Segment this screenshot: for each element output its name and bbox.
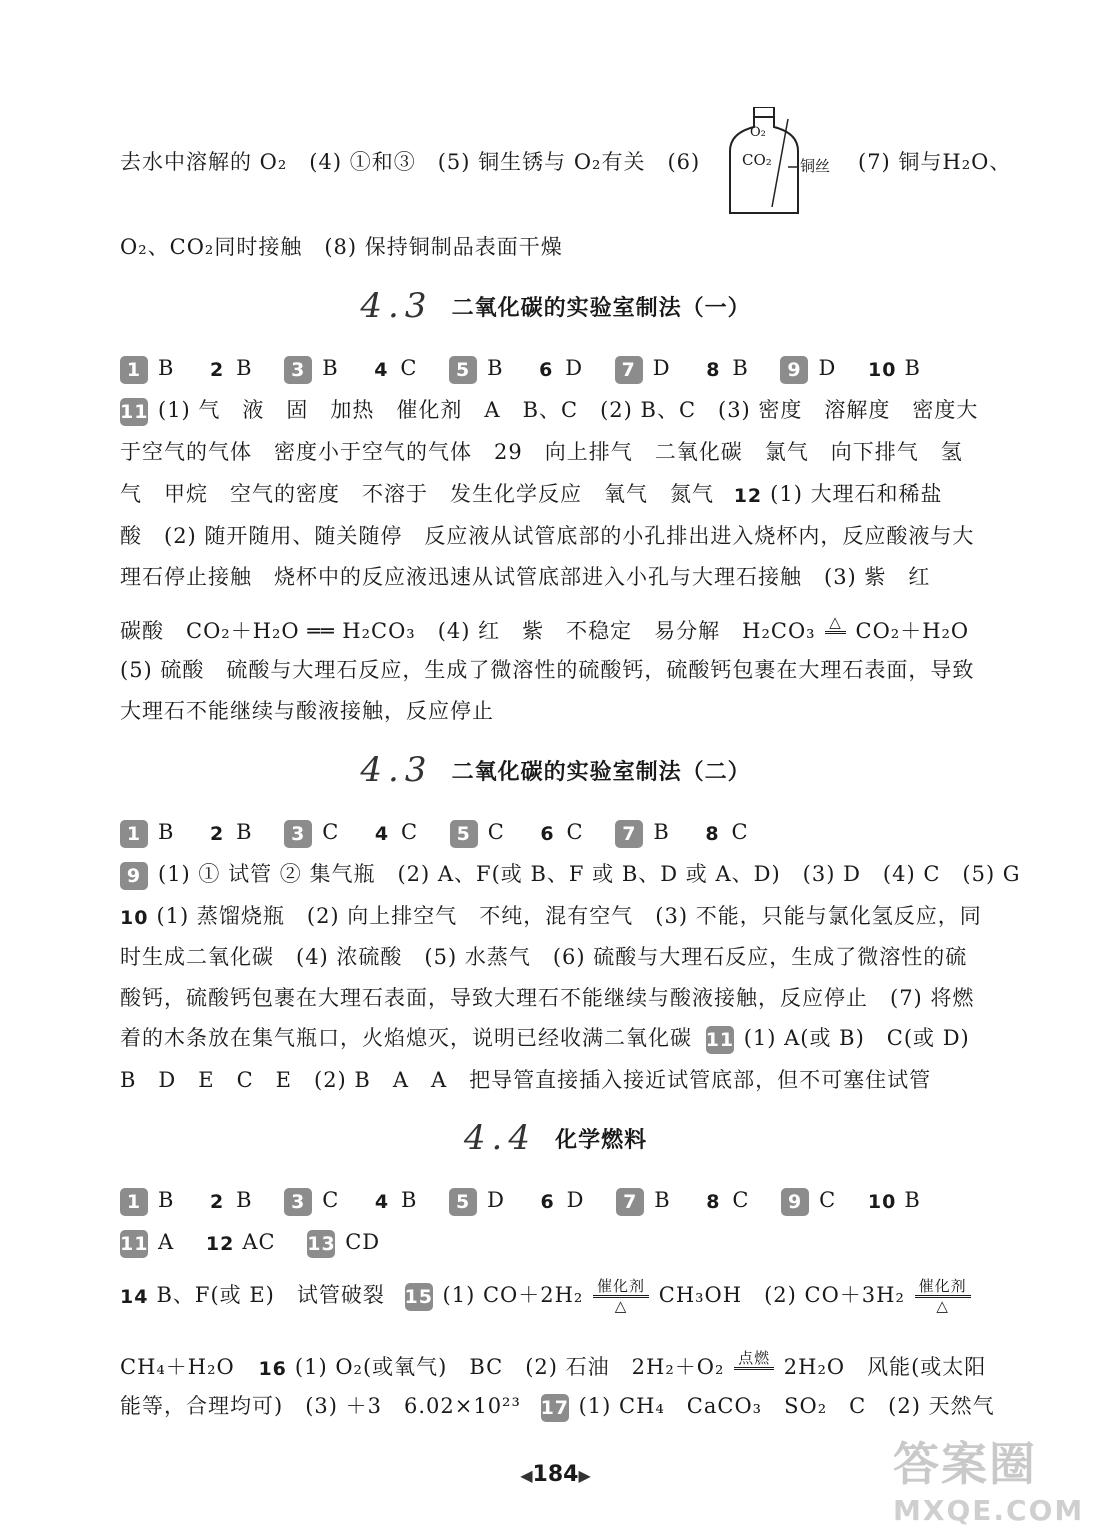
question-number: 1 [120, 356, 148, 384]
s2-text-6b: (1) A(或 B) C(或 D) [743, 1026, 970, 1050]
s2-line-5 [120, 984, 1010, 1012]
answer-item [120, 1186, 174, 1216]
answer-value: C [322, 820, 340, 844]
answer-value: D [565, 356, 584, 380]
answer-value: A [158, 1230, 175, 1254]
heat-symbol: △ [614, 1297, 628, 1315]
reaction-condition [734, 1350, 774, 1387]
question-number: 1 [120, 1188, 148, 1216]
answer-value: B [904, 356, 921, 380]
intro-text-2: O₂、CO₂同时接触 (8) 保持铜制品表面干燥 [120, 235, 563, 259]
section-number: 4.3 [360, 286, 433, 326]
answer-value: B [236, 1188, 253, 1212]
answer-item [284, 354, 338, 384]
answer-value: C [819, 1188, 837, 1212]
answer-value: AC [242, 1230, 276, 1254]
answer-item [701, 818, 748, 848]
answer-item [702, 354, 748, 384]
bottle-label-o2: O₂ [750, 125, 766, 140]
question-number: 13 [307, 1230, 335, 1258]
s3-text-4c: 2H₂O 风能(或太阳 [783, 1355, 987, 1379]
question-number: 16 [258, 1357, 287, 1380]
answer-item [449, 354, 503, 384]
answer-item [120, 354, 174, 384]
section-number: 4.4 [463, 1118, 536, 1158]
s1-line-3 [120, 438, 1010, 466]
answer-item [868, 354, 921, 384]
answer-item [370, 354, 417, 384]
answer-value: B [322, 356, 339, 380]
s2-line-3 [120, 902, 1010, 932]
answer-item [284, 1186, 339, 1216]
intro-line-1-end [858, 148, 1018, 176]
s3-text-3b: (1) CO＋2H₂ [442, 1283, 584, 1307]
answer-value: C [731, 820, 749, 844]
s2-answer-row-1 [120, 818, 1010, 848]
s1-line-4 [120, 480, 1010, 510]
answer-value: B [904, 1188, 921, 1212]
answer-value: B [158, 820, 175, 844]
answer-item [206, 818, 252, 848]
answer-item [371, 818, 418, 848]
question-number: 7 [616, 1188, 644, 1216]
s1-line-9 [120, 697, 1010, 725]
question-number: 17 [541, 1394, 569, 1422]
question-number: 9 [781, 1188, 809, 1216]
question-number: 12 [733, 484, 763, 507]
answer-item [307, 1228, 380, 1258]
question-number: 5 [449, 356, 477, 384]
answer-item [120, 1228, 174, 1258]
answer-item [781, 1186, 836, 1216]
question-number: 7 [615, 820, 643, 848]
watermark-top: 答案圈 [893, 1437, 1037, 1491]
answer-value: C [732, 1188, 750, 1212]
answer-item [537, 1186, 585, 1216]
reaction-condition [593, 1278, 649, 1315]
question-number: 4 [374, 1190, 390, 1213]
answer-value: B [236, 356, 253, 380]
s3-line-4 [120, 1350, 1010, 1387]
s2-text-3: (1) 蒸馏烧瓶 (2) 向上排空气 不纯，混有空气 (3) 不能，只能与氯化氢反应，同 [156, 904, 982, 928]
question-number: 6 [539, 358, 554, 381]
answer-item [615, 818, 669, 848]
answer-value: B [401, 1188, 418, 1212]
bottle-diagram [724, 107, 844, 219]
answer-item [535, 354, 583, 384]
section-title: 二氧化碳的实验室制法（一） [451, 295, 751, 321]
question-number: 8 [706, 1190, 721, 1213]
s3-line-3 [120, 1278, 1010, 1315]
question-number: 11 [120, 398, 148, 426]
s2-text-4: 时生成二氧化碳 (4) 浓硫酸 (5) 水蒸气 (6) 硫酸与大理石反应，生成了微溶性的硫 [120, 945, 968, 969]
question-number: 2 [210, 358, 225, 381]
s3-answer-row-1 [120, 1186, 1010, 1216]
question-number: 2 [210, 822, 225, 845]
s1-text-3: 于空气的气体 密度小于空气的气体 29 向上排气 二氧化碳 氯气 向下排气 氢 [120, 440, 963, 464]
question-number: 9 [120, 862, 148, 890]
s1-text-4b: (1) 大理石和稀盐 [770, 482, 943, 506]
ignition-label: 点燃 [734, 1350, 774, 1370]
s2-line-6 [120, 1024, 1010, 1054]
answer-value: CD [345, 1230, 381, 1254]
question-number: 8 [705, 822, 720, 845]
answer-item [780, 354, 836, 384]
s3-text-5b: (1) CH₄ CaCO₃ SO₂ C (2) 天然气 [578, 1394, 995, 1418]
left-arrow-icon: ◀ [520, 1466, 533, 1485]
answer-item [868, 1186, 921, 1216]
heat-symbol: △ [825, 614, 846, 634]
s1-line-2 [120, 396, 1010, 426]
right-arrow-icon: ▶ [578, 1466, 591, 1485]
s1-text-8: (5) 硫酸 硫酸与大理石反应，生成了微溶性的硫酸钙，硫酸钙包裹在大理石表面，导致 [120, 658, 975, 682]
section-heading-4-3-1 [0, 286, 1111, 330]
question-number: 6 [540, 1190, 555, 1213]
s1-line-8 [120, 656, 1010, 684]
s3-answer-row-2 [120, 1228, 1010, 1258]
answer-value: D [487, 1188, 505, 1212]
question-number: 9 [780, 356, 808, 384]
section-title: 化学燃料 [555, 1127, 648, 1153]
answer-item [206, 1186, 252, 1216]
answer-item [371, 1186, 417, 1216]
reaction-condition [825, 614, 846, 651]
answer-item [284, 818, 339, 848]
answer-item [449, 1186, 505, 1216]
s1-text-5: 酸 (2) 随开随用、随关随停 反应液从试管底部的小孔排出进入烧杯内，反应酸液与大 [120, 524, 975, 548]
answer-item [206, 1228, 276, 1258]
s1-text-4a: 气 甲烷 空气的密度 不溶于 发生化学反应 氧气 氮气 [120, 482, 714, 506]
answer-value: D [566, 1188, 585, 1212]
catalyst-label: 催化剂 [593, 1278, 649, 1298]
answer-value: C [566, 820, 584, 844]
section-title: 二氧化碳的实验室制法（二） [451, 759, 751, 785]
answer-value: C [487, 820, 505, 844]
bottle-label-wire: 铜丝 [800, 157, 831, 175]
answer-item [206, 354, 252, 384]
question-number: 12 [205, 1232, 235, 1255]
s2-text-2: (1) ① 试管 ② 集气瓶 (2) A、F(或 B、F 或 B、D 或 A、D) (3) D (4) C (5) G [158, 862, 1021, 886]
s2-text-6a: 着的木条放在集气瓶口，火焰熄灭，说明已经收满二氧化碳 [120, 1026, 692, 1050]
answer-value: B [487, 356, 504, 380]
s1-text-2: (1) 气 液 固 加热 催化剂 A B、C (2) B、C (3) 密度 溶解度 密度大 [158, 398, 979, 422]
question-number: 8 [706, 358, 721, 381]
s3-text-5a: 能等，合理均可) (3) ＋3 6.02×10²³ [120, 1394, 521, 1418]
question-number: 3 [284, 356, 312, 384]
question-number: 10 [120, 906, 149, 929]
question-number: 11 [706, 1026, 734, 1054]
question-number: 11 [120, 1230, 148, 1258]
answer-value: D [652, 356, 671, 380]
answer-value: C [322, 1188, 340, 1212]
s2-line-2 [120, 860, 1021, 890]
answer-item [537, 818, 584, 848]
question-number: 4 [374, 822, 390, 845]
section-heading-4-3-2 [0, 750, 1111, 794]
answer-value: B [654, 1188, 671, 1212]
watermark [893, 1428, 1093, 1528]
answer-item [120, 818, 174, 848]
question-number: 15 [405, 1283, 433, 1311]
answer-value: B [236, 820, 253, 844]
question-number: 5 [449, 1188, 477, 1216]
catalyst-label: 催化剂 [915, 1278, 971, 1298]
question-number: 2 [210, 1190, 225, 1213]
s2-text-7: B D E C E (2) B A A 把导管直接插入接近试管底部，但不可塞住试管 [120, 1068, 932, 1092]
question-number: 3 [284, 1188, 312, 1216]
intro-text-a: 去水中溶解的 O₂ (4) ①和③ (5) 铜生锈与 O₂有关 (6) [120, 150, 701, 174]
s1-text-7a: 碳酸 CO₂＋H₂O ══ H₂CO₃ (4) 红 紫 不稳定 易分解 H₂CO₃ [120, 619, 816, 643]
answer-value: B [158, 1188, 175, 1212]
question-number: 6 [540, 822, 555, 845]
question-number: 7 [615, 356, 643, 384]
s1-line-6 [120, 563, 1010, 591]
s2-line-4 [120, 943, 1010, 971]
answer-value: B [653, 820, 670, 844]
question-number: 14 [120, 1285, 149, 1308]
heat-symbol: △ [936, 1297, 949, 1315]
s1-line-5 [120, 522, 1010, 550]
question-number: 10 [867, 1190, 897, 1213]
page-number-value: 184 [532, 1462, 579, 1487]
intro-text-b: (7) 铜与H₂O、 [858, 150, 1012, 174]
s1-text-6: 理石停止接触 烧杯中的反应液迅速从试管底部进入小孔与大理石接触 (3) 紫 红 [120, 565, 931, 589]
question-number: 10 [867, 358, 897, 381]
answer-value: D [818, 356, 837, 380]
question-number: 3 [284, 820, 312, 848]
reaction-condition [915, 1278, 971, 1315]
s2-line-7 [120, 1066, 1010, 1094]
question-number: 5 [450, 820, 478, 848]
s3-line-5 [120, 1392, 1010, 1422]
s2-text-5: 酸钙，硫酸钙包裹在大理石表面，导致大理石不能继续与酸液接触，反应停止 (7) 将燃 [120, 986, 975, 1010]
answer-value: B [732, 356, 749, 380]
s3-text-3a: B、F(或 E) 试管破裂 [156, 1283, 385, 1307]
answer-item [615, 354, 671, 384]
answer-value: C [400, 356, 418, 380]
watermark-bottom: MXQE.COM [893, 1494, 1085, 1527]
answer-item [702, 1186, 749, 1216]
s1-text-7b: CO₂＋H₂O [855, 619, 970, 643]
s1-answer-row-1 [120, 354, 1010, 384]
answer-item [450, 818, 505, 848]
intro-line-2 [120, 233, 1010, 261]
answer-value: B [158, 356, 175, 380]
answer-value: C [401, 820, 419, 844]
question-number: 1 [120, 820, 148, 848]
question-number: 4 [374, 358, 389, 381]
s3-text-4b: (1) O₂(或氧气) BC (2) 石油 2H₂＋O₂ [294, 1355, 725, 1379]
s3-text-3c: CH₃OH (2) CO＋3H₂ [658, 1283, 905, 1307]
answer-item [616, 1186, 670, 1216]
section-number: 4.3 [360, 750, 433, 790]
s1-text-9: 大理石不能继续与酸液接触，反应停止 [120, 699, 494, 723]
s3-text-4a: CH₄＋H₂O [120, 1355, 235, 1379]
bottle-label-co2: CO₂ [742, 151, 772, 169]
s1-line-7 [120, 614, 1010, 651]
section-heading-4-4 [0, 1118, 1111, 1162]
